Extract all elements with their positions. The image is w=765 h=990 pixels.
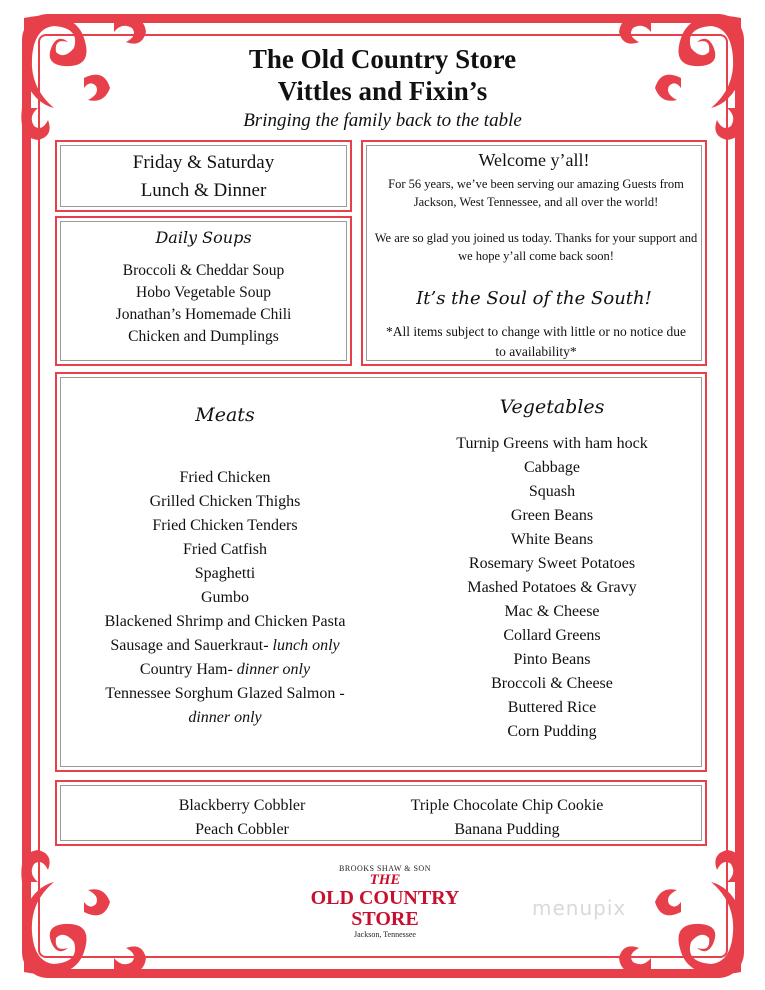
hours-meals: Lunch & Dinner [140, 180, 267, 201]
meat-item: Tennessee Sorghum Glazed Salmon - dinner only [105, 685, 345, 726]
welcome-paragraph: We are so glad you joined us today. Thanks for your support and we hope y’all come back soon! [374, 231, 698, 263]
soup-item: Hobo Vegetable Soup [136, 284, 271, 301]
vegetable-item: Buttered Rice [507, 699, 597, 716]
meat-item: Gumbo [201, 589, 249, 606]
soups-list [57, 260, 350, 348]
slogan: It’s the Soul of the South! [416, 288, 652, 309]
welcome-heading: Welcome y’all! [478, 150, 590, 170]
meat-item: Sausage and Sauerkraut- lunch only [110, 637, 340, 654]
dessert-item: Peach Cobbler [195, 821, 289, 838]
vegetable-item: Collard Greens [503, 627, 601, 644]
corner-flourish-icon [14, 822, 174, 982]
dessert-item: Triple Chocolate Chip Cookie [410, 797, 604, 814]
meats-heading: Meats [195, 404, 255, 426]
vegetables-heading: Vegetables [499, 396, 605, 418]
meat-item: Fried Catfish [183, 541, 267, 558]
meat-item: Fried Chicken [179, 469, 271, 486]
logo-store: STORE [351, 908, 419, 930]
daily-soups-box [55, 216, 352, 366]
meat-item-note: lunch only [272, 637, 340, 654]
meat-item: Country Ham- dinner only [139, 661, 311, 678]
vegetable-item: White Beans [510, 531, 594, 548]
vegetable-item: Green Beans [510, 507, 594, 524]
desserts-box [55, 780, 707, 846]
vegetable-item: Corn Pudding [507, 723, 597, 740]
soups-heading: Daily Soups [155, 228, 252, 247]
meat-item: Spaghetti [194, 565, 256, 582]
dessert-item: Blackberry Cobbler [178, 797, 306, 814]
welcome-box [361, 140, 707, 366]
logo-old-country: OLD COUNTRY [310, 887, 460, 909]
meats-list [75, 466, 375, 730]
menu-title-line2: Vittles and Fixin’s [277, 76, 488, 106]
vegetable-item: Squash [528, 483, 576, 500]
meat-item-note: dinner only [236, 661, 311, 678]
soup-item: Jonathan’s Homemade Chili [115, 306, 292, 323]
soup-item: Chicken and Dumplings [128, 328, 279, 345]
logo-brooks-shaw: BROOKS SHAW & SON [339, 864, 431, 873]
vegetable-item: Turnip Greens with ham hock [456, 435, 648, 452]
vegetable-item: Mashed Potatoes & Gravy [467, 579, 637, 596]
desserts-column-1 [147, 794, 337, 842]
dessert-item: Banana Pudding [454, 821, 560, 838]
meat-item-note: dinner only [188, 709, 262, 726]
store-logo [300, 864, 470, 944]
menu-title-line1: The Old Country Store [248, 44, 517, 74]
vegetable-item: Broccoli & Cheese [491, 675, 613, 692]
logo-the: THE [369, 872, 401, 888]
meat-item: Fried Chicken Tenders [152, 517, 298, 534]
vegetables-list [407, 432, 697, 744]
soup-item: Broccoli & Cheddar Soup [122, 262, 285, 279]
vegetable-item: Cabbage [524, 459, 580, 476]
vegetable-item: Rosemary Sweet Potatoes [468, 555, 636, 572]
main-menu-box [55, 372, 707, 772]
hours-days: Friday & Saturday [132, 152, 275, 173]
hours-box [55, 140, 352, 212]
availability-note: *All items subject to change with little or no notice due to availability* [386, 324, 686, 359]
vegetable-item: Pinto Beans [513, 651, 591, 668]
meat-item: Grilled Chicken Thighs [149, 493, 301, 510]
meats-column [75, 404, 375, 730]
meat-item: Blackened Shrimp and Chicken Pasta [104, 613, 346, 630]
menu-tagline: Bringing the family back to the table [243, 110, 522, 131]
vegetables-column [407, 396, 697, 744]
vegetable-item: Mac & Cheese [504, 603, 600, 620]
desserts-column-2 [372, 794, 642, 842]
welcome-paragraph: For 56 years, we’ve been serving our amazing Guests from Jackson, West Tennessee, and all over the world! [388, 177, 684, 209]
watermark: menupix [532, 896, 627, 920]
logo-location: Jackson, Tennessee [354, 930, 416, 939]
